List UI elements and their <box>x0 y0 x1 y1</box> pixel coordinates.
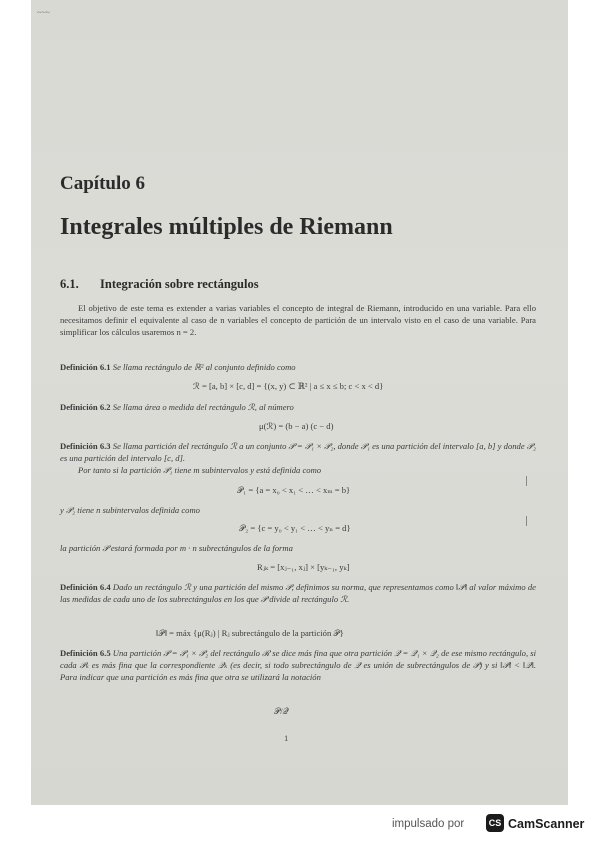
equation-norm: ‖𝒫‖ = máx {μ(Rⱼ) | Rⱼ subrectángulo de la partición 𝒫} <box>156 628 344 638</box>
camscanner-brand[interactable]: CamScanner <box>508 817 585 831</box>
margin-mark <box>526 516 527 526</box>
definition-label: Definición 6.3 <box>60 441 111 451</box>
equation-finer: 𝒫/𝒬 <box>274 706 289 716</box>
definition-label: Definición 6.2 <box>60 402 111 412</box>
camscanner-logo-icon[interactable]: CS <box>486 814 504 832</box>
definition-text: Dado un rectángulo ℛ y una partición del mismo 𝒫, definimos su norma, que representamos como ‖𝒫‖ al valor máximo de las medidas de cada uno de los subrectángulos en los que 𝒫 divide al rectángulo ℛ. <box>60 582 536 604</box>
definition-text: Una partición 𝒫 = 𝒫₁ × 𝒫₂ del rectángulo ℛ se dice más fina que otra partición 𝒬 = 𝒬₁ × 𝒬₂ de ese mismo rectángulo, si cada 𝒫ₖ es más fina que la correspondiente 𝒬ₖ (es decir, si todo subrectángulo de 𝒬 es unión de subrectángulos de 𝒫) y si ‖𝒫‖ < ‖𝒬‖. Para indicar que una partición es más fina que otra se utilizará la notación <box>60 648 537 682</box>
powered-by-text: impulsado por <box>392 818 465 830</box>
equation-partition-p1: 𝒫₁ = {a = x₀ < x₁ < … < xₘ = b} <box>237 485 351 495</box>
definition-text: Se llama área o medida del rectángulo ℛ, al número <box>112 402 294 412</box>
intro-paragraph: El objetivo de este tema es extender a varias variables el concepto de integral de Riemann, introducido en una variable. Para ello necesitamos definir el equivalente al caso de n variables el concepto de partición de un intervalo visto en el caso de una variable. Para simplificar los cálculos usaremos n = 2. <box>60 303 536 337</box>
definition-6-3-subrectangles: la partición 𝒫 estará formada por m · n subrectángulos de la forma <box>60 543 293 553</box>
definition-6-5 <box>60 648 536 683</box>
equation-area: μ(ℛ) = (b − a) (c − d) <box>259 421 334 431</box>
definition-6-3-p2: y 𝒫₂ tiene n subintervalos definida como <box>60 505 200 515</box>
definition-label: Definición 6.5 <box>60 648 111 658</box>
definition-6-3-continued: Por tanto si la partición 𝒫₁ tiene m subintervalos y está definida como <box>78 465 322 475</box>
section-heading <box>60 277 259 292</box>
margin-mark <box>526 476 527 486</box>
chapter-heading: Capítulo 6 <box>60 173 145 194</box>
section-number: 6.1. <box>60 277 79 291</box>
page-number: 1 <box>284 733 289 743</box>
section-title: Integración sobre rectángulos <box>100 277 259 291</box>
equation-subrectangle: Rⱼₖ = [xⱼ₋₁, xⱼ] × [yₖ₋₁, yₖ] <box>257 562 350 572</box>
definition-label: Definición 6.1 <box>60 362 111 372</box>
definition-6-4 <box>60 582 536 606</box>
scanned-page <box>31 0 568 805</box>
chapter-title: Integrales múltiples de Riemann <box>60 214 393 240</box>
definition-text: Se llama rectángulo de ℝ² al conjunto definido como <box>112 362 296 372</box>
definition-label: Definición 6.4 <box>60 582 111 592</box>
corner-mark: ~~~ <box>37 8 50 17</box>
definition-text: Se llama partición del rectángulo ℛ a un conjunto 𝒫 = 𝒫₁ × 𝒫₂, donde 𝒫₁ es una partición del intervalo [a, b] y donde 𝒫₂ es una partición del intervalo [c, d]. <box>60 441 536 463</box>
definition-6-2 <box>60 402 536 414</box>
equation-partition-p2: 𝒫₂ = {c = y₀ < y₁ < … < yₙ = d} <box>239 523 351 533</box>
definition-6-1 <box>60 362 536 374</box>
equation-rectangle: ℛ = [a, b] × [c, d] = {(x, y) ⊂ ℝ² | a ≤ x ≤ b; c < x < d} <box>193 381 384 391</box>
definition-6-3 <box>60 441 536 465</box>
